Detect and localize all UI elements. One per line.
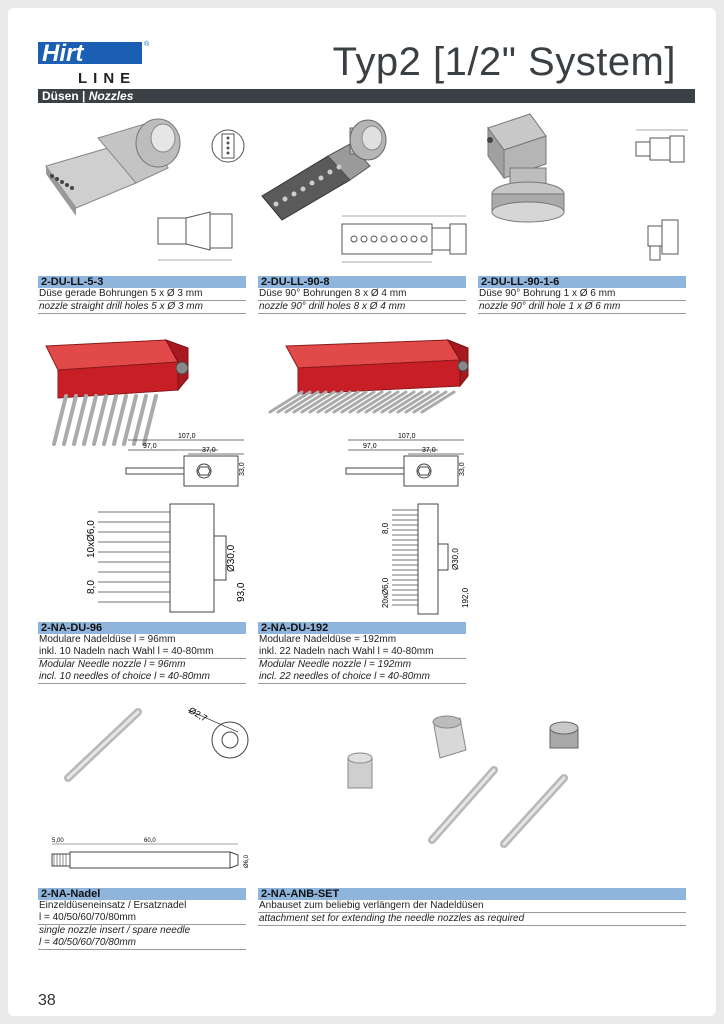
dim-holes: 20xØ6,0	[381, 577, 390, 608]
product-code: 2-NA-ANB-SET	[258, 888, 686, 900]
dim-height: 33,0	[459, 462, 466, 476]
product-desc-de: Modulare Nadeldüse l = 96mm	[39, 634, 176, 645]
dim-needle-length: 60,0	[144, 838, 156, 844]
dim-needle-diameter: Ø2,7	[187, 705, 209, 724]
product-2-na-anb-set	[258, 888, 686, 926]
nozzle-90-1-image	[478, 108, 698, 278]
product-desc-de: Anbauset zum beliebig verlängern der Nadeldüsen	[258, 900, 686, 913]
product-code: 2-NA-DU-96	[38, 622, 246, 634]
product-desc-de: Düse 90° Bohrungen 8 x Ø 4 mm	[258, 288, 466, 301]
product-code: 2-DU-LL-90-1-6	[478, 276, 686, 288]
product-desc-en-2: incl. 10 needles of choice l = 40-80mm	[38, 671, 246, 684]
attachment-set-image	[308, 698, 608, 884]
product-desc-en: single nozzle insert / spare needle	[39, 925, 191, 936]
product-desc-de: Modulare Nadeldüse = 192mm	[259, 634, 397, 645]
product-desc-de-2: inkl. 22 Nadeln nach Wahl l = 40-80mm	[258, 646, 466, 659]
dim-needle-head: Ø6,0	[244, 854, 250, 868]
product-desc-en: Modular Needle nozzle l = 96mm	[39, 659, 186, 670]
section-separator: |	[78, 89, 89, 103]
logo-registered: ®	[144, 41, 150, 48]
dim-holes: 10xØ6,0	[86, 520, 97, 558]
product-desc-de: Einzeldüseneinsatz / Ersatznadel	[39, 900, 187, 911]
catalog-page	[8, 8, 716, 1016]
nozzle-90-8-image	[258, 108, 478, 278]
product-desc-de: Düse gerade Bohrungen 5 x Ø 3 mm	[38, 288, 246, 301]
section-heading	[38, 89, 695, 103]
dim-width: 93,0	[236, 582, 247, 602]
product-2-na-du-96	[38, 622, 246, 684]
product-desc-en: nozzle 90° drill hole 1 x Ø 6 mm	[478, 301, 686, 314]
product-2-du-ll-5-3	[38, 276, 246, 314]
product-desc-en: nozzle 90° drill holes 8 x Ø 4 mm	[258, 301, 466, 314]
product-code: 2-DU-LL-5-3	[38, 276, 246, 288]
product-desc-en: attachment set for extending the needle nozzles as required	[258, 913, 686, 926]
dim-needle-thread: 5,00	[52, 838, 64, 844]
section-de: Düsen	[42, 89, 79, 103]
product-2-na-nadel	[38, 888, 246, 950]
spare-needle-image	[38, 698, 258, 884]
logo-top-text: Hirt	[42, 40, 84, 67]
product-2-na-du-192	[258, 622, 466, 684]
product-desc-en: nozzle straight drill holes 5 x Ø 3 mm	[38, 301, 246, 314]
dim-diameter: Ø30,0	[226, 544, 237, 572]
needle-nozzle-96-image	[38, 326, 258, 622]
dim-pitch: 8,0	[86, 580, 97, 594]
hirt-line-logo	[38, 38, 153, 90]
dim-len-total: 107,0	[178, 433, 196, 440]
nozzle-straight-image	[38, 108, 258, 278]
product-2-du-ll-90-1-6	[478, 276, 686, 314]
dim-diameter: Ø30,0	[451, 548, 460, 570]
product-2-du-ll-90-8	[258, 276, 466, 314]
dim-len-total: 107,0	[398, 433, 416, 440]
product-desc-de-2: inkl. 10 Nadeln nach Wahl l = 40-80mm	[38, 646, 246, 659]
dim-len-a: 97,0	[143, 443, 157, 450]
page-title: Typ2 [1/2" System]	[332, 40, 676, 84]
product-desc-de-2: l = 40/50/60/70/80mm	[38, 912, 246, 925]
logo-bottom-text: LINE	[78, 70, 137, 87]
dim-len-b: 37,0	[422, 447, 436, 454]
dim-height: 33,0	[239, 462, 246, 476]
needle-nozzle-192-image	[258, 326, 478, 622]
product-code: 2-NA-Nadel	[38, 888, 246, 900]
product-desc-en-2: l = 40/50/60/70/80mm	[38, 937, 246, 950]
dim-len-b: 37,0	[202, 447, 216, 454]
dim-pitch: 8,0	[381, 522, 390, 534]
product-desc-en: Modular Needle nozzle l = 192mm	[259, 659, 412, 670]
section-en: Nozzles	[88, 89, 134, 103]
product-code: 2-DU-LL-90-8	[258, 276, 466, 288]
page-number: 38	[38, 992, 56, 1009]
product-desc-de: Düse 90° Bohrung 1 x Ø 6 mm	[478, 288, 686, 301]
dim-width: 192,0	[461, 587, 470, 608]
dim-len-a: 97,0	[363, 443, 377, 450]
product-code: 2-NA-DU-192	[258, 622, 466, 634]
product-desc-en-2: incl. 22 needles of choice l = 40-80mm	[258, 671, 466, 684]
